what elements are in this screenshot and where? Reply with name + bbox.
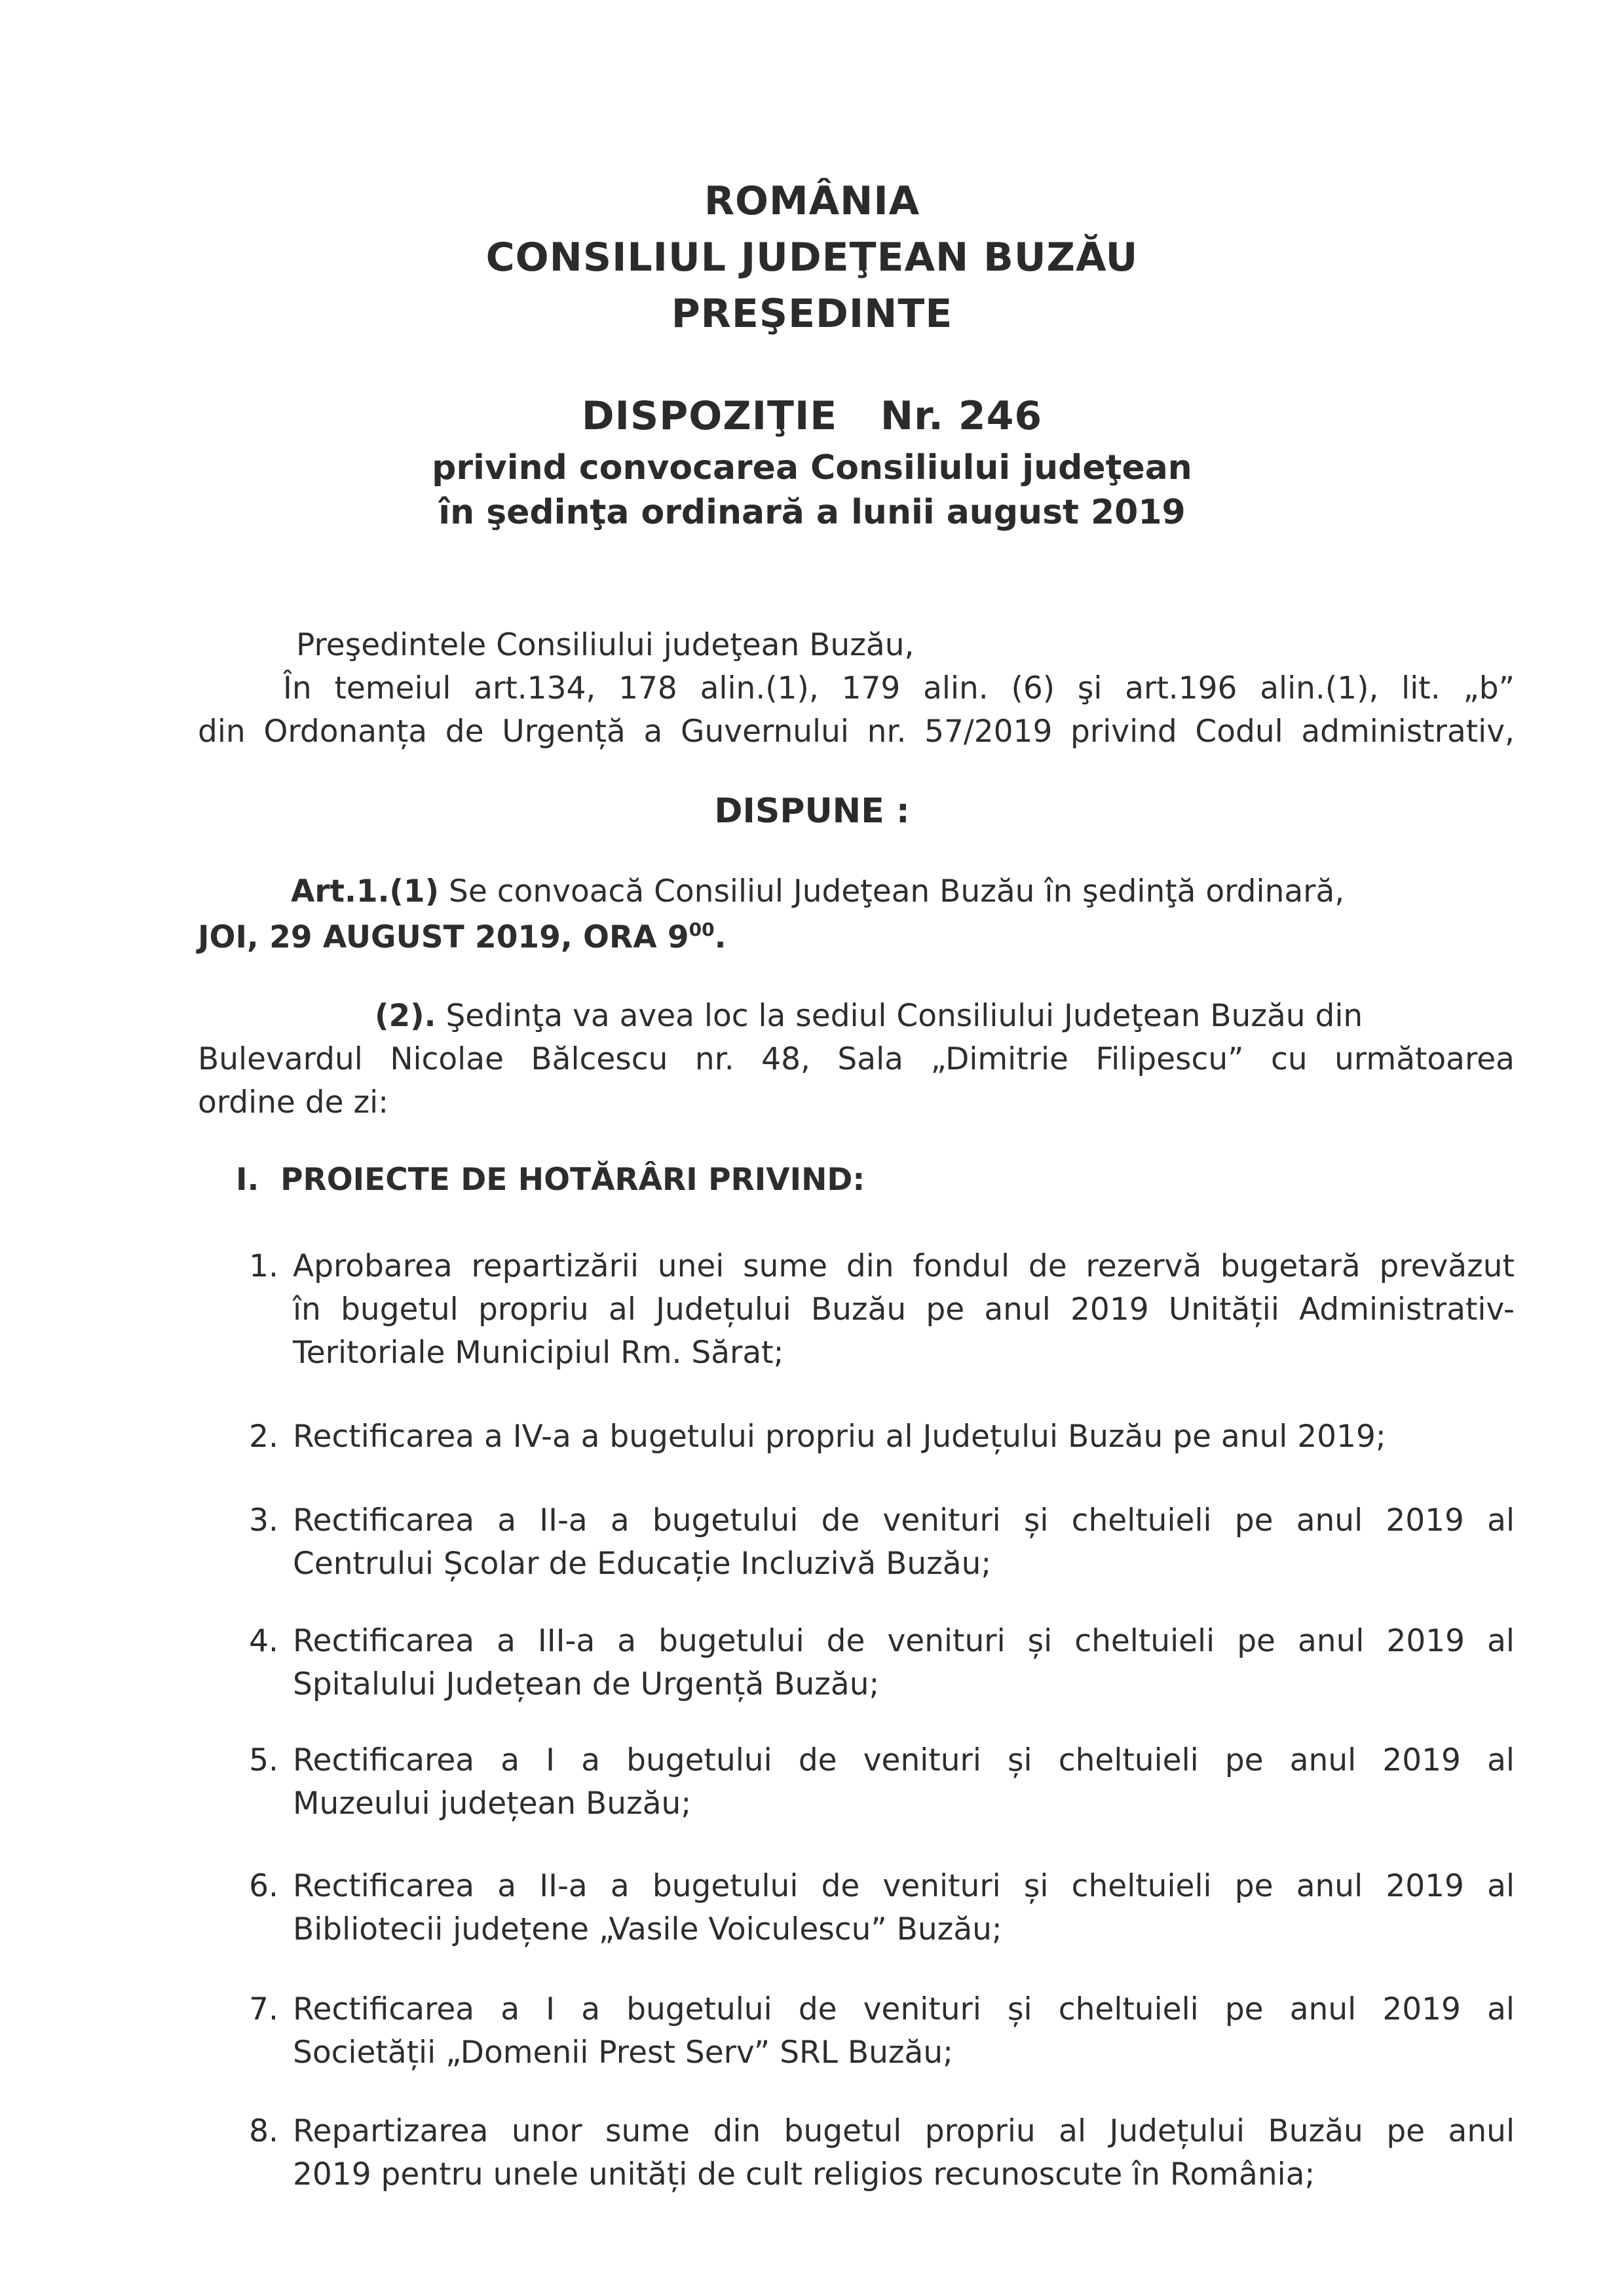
paragraph-2-line-2: Bulevardul Nicolae Bălcescu nr. 48, Sala „Dimitrie Filipescu” cu următoarea — [198, 1041, 1515, 1077]
agenda-item-text: Spitalului Județean de Urgență Buzău; — [293, 1666, 880, 1702]
agenda-item-number: 4. — [249, 1623, 278, 1659]
agenda-item-text: 2019 pentru unele unități de cult religios recunoscute în România; — [293, 2156, 1315, 2192]
agenda-item-text: Muzeului județean Buzău; — [293, 1786, 692, 1822]
agenda-item-text: Rectificarea a I a bugetului de venituri și cheltuieli pe anul 2019 al — [293, 1742, 1515, 1778]
agenda-item-text: Rectificarea a IV-a a bugetului propriu al Județului Buzău pe anul 2019; — [293, 1419, 1386, 1455]
agenda-item-text: Rectificarea a III-a a bugetului de venituri și cheltuieli pe anul 2019 al — [293, 1623, 1515, 1659]
agenda-item-number: 8. — [249, 2113, 278, 2149]
agenda-item-text: Rectificarea a II-a a bugetului de venituri și cheltuieli pe anul 2019 al — [293, 1868, 1515, 1904]
agenda-item-text: Rectificarea a I a bugetului de venituri și cheltuieli pe anul 2019 al — [293, 1991, 1515, 2027]
preamble-line-2: În temeiul art.134, 178 alin.(1), 179 alin. (6) şi art.196 alin.(1), lit. „b” — [283, 670, 1515, 706]
preamble-line-1: Preşedintele Consiliului judeţean Buzău, — [296, 627, 915, 663]
article-1-line-1 — [291, 871, 1515, 912]
paragraph-2-text: Şedinţa va avea loc la sediul Consiliului Judeţean Buzău din — [436, 998, 1363, 1034]
agenda-item-text: Societății „Domenii Prest Serv” SRL Buzău; — [293, 2035, 953, 2071]
agenda-item-number: 7. — [249, 1991, 278, 2027]
agenda-item-text: Aprobarea repartizării unei sume din fondul de rezervă bugetară prevăzut — [293, 1248, 1515, 1284]
agenda-item-text: Repartizarea unor sume din bugetul propriu al Județului Buzău pe anul — [293, 2113, 1515, 2149]
agenda-item-number: 3. — [249, 1502, 278, 1539]
meeting-date: JOI, 29 AUGUST 2019, ORA 9 — [198, 919, 689, 955]
header-institution: CONSILIUL JUDEŢEAN BUZĂU — [485, 235, 1139, 280]
agenda-item-text: în bugetul propriu al Județului Buzău pe anul 2019 Unității Administrativ- — [293, 1292, 1515, 1328]
agenda-item-number: 2. — [249, 1419, 278, 1455]
meeting-hour-minutes: 00 — [689, 919, 715, 940]
dispune-heading: DISPUNE : — [714, 792, 910, 831]
header-country: ROMÂNIA — [704, 178, 920, 224]
paragraph-2-label: (2). — [375, 998, 436, 1034]
preamble-line-3: din Ordonanța de Urgență a Guvernului nr. 57/2019 privind Codul administrativ, — [198, 714, 1515, 750]
agenda-item-text: Teritoriale Municipiul Rm. Sărat; — [293, 1335, 784, 1371]
agenda-item-number: 5. — [249, 1742, 278, 1778]
agenda-item-text: Bibliotecii județene „Vasile Voiculescu” Buzău; — [293, 1911, 1002, 1947]
meeting-date-end: . — [714, 919, 727, 955]
article-1-label: Art.1.(1) — [291, 873, 440, 909]
article-1-text: Se convoacă Consiliul Judeţean Buzău în şedinţă ordinară, — [439, 873, 1345, 909]
article-1-date — [198, 917, 1515, 958]
agenda-item-number: 6. — [249, 1868, 278, 1904]
document-subtitle-line-1: privind convocarea Consiliului judeţean — [432, 448, 1192, 488]
document-title: DISPOZIŢIE Nr. 246 — [581, 393, 1043, 439]
agenda-item-text: Rectificarea a II-a a bugetului de venituri și cheltuieli pe anul 2019 al — [293, 1502, 1515, 1539]
paragraph-2-line-1 — [375, 996, 1515, 1037]
agenda-item-number: 1. — [249, 1248, 278, 1284]
paragraph-2-line-3: ordine de zi: — [198, 1084, 389, 1120]
agenda-item-text: Centrului Școlar de Educație Incluzivă Buzău; — [293, 1546, 992, 1582]
header-office: PREŞEDINTE — [671, 291, 953, 337]
document-subtitle-line-2: în şedinţa ordinară a lunii august 2019 — [438, 493, 1186, 532]
section-heading: I. PROIECTE DE HOTĂRÂRI PRIVIND: — [236, 1162, 865, 1198]
